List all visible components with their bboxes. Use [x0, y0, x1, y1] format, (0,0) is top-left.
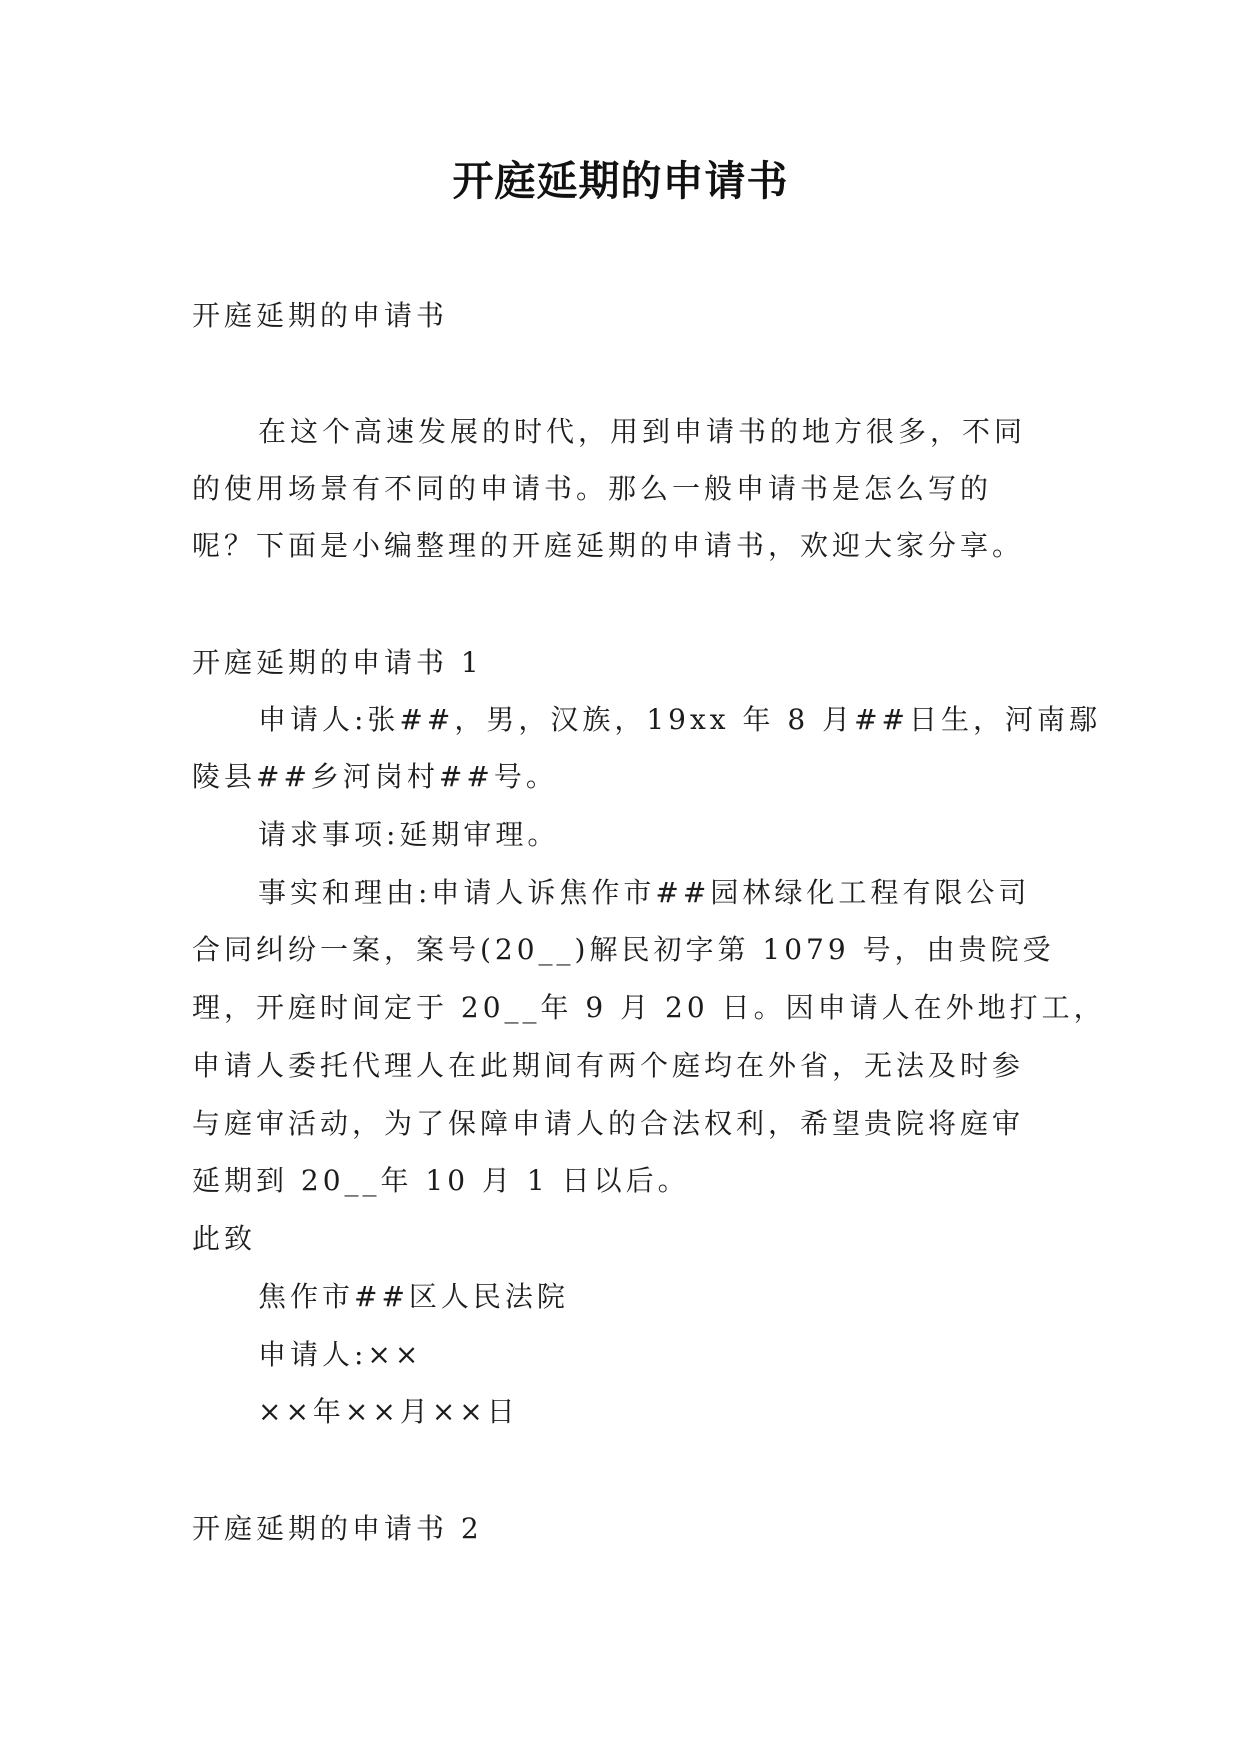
applicant-line-2: 陵县##乡河岗村##号。: [192, 760, 558, 793]
reason-line-3: 理，开庭时间定于 20__年 9 月 20 日。因申请人在外地打工，: [192, 991, 1106, 1024]
reason-line-4: 申请人委托代理人在此期间有两个庭均在外省，无法及时参: [192, 1049, 1025, 1082]
intro-line-2: 的使用场景有不同的申请书。那么一般申请书是怎么写的: [192, 472, 993, 505]
reason-line-2: 合同纠纷一案，案号(20__)解民初字第 1079 号，由贵院受: [192, 933, 1055, 966]
applicant-line-1: 申请人:张##，男，汉族，19xx 年 8 月##日生，河南鄢: [258, 703, 1102, 736]
date-line: ××年××月××日: [258, 1395, 519, 1428]
reason-line-5: 与庭审活动，为了保障申请人的合法权利，希望贵院将庭审: [192, 1107, 1025, 1140]
section1-heading: 开庭延期的申请书 1: [192, 646, 483, 679]
reason-line-1: 事实和理由:申请人诉焦作市##园林绿化工程有限公司: [258, 876, 1031, 909]
intro-line-3: 呢？下面是小编整理的开庭延期的申请书，欢迎大家分享。: [192, 529, 1025, 562]
closing-line: 此致: [192, 1222, 257, 1255]
reason-line-6: 延期到 20__年 10 月 1 日以后。: [192, 1164, 690, 1197]
court-name: 焦作市##区人民法院: [258, 1280, 569, 1313]
request-line: 请求事项:延期审理。: [258, 818, 560, 851]
signature-line: 申请人:××: [258, 1338, 423, 1371]
document-subtitle: 开庭延期的申请书: [192, 299, 449, 332]
intro-line-1: 在这个高速发展的时代，用到申请书的地方很多，不同: [258, 415, 1027, 448]
section2-heading: 开庭延期的申请书 2: [192, 1512, 483, 1545]
page-title: 开庭延期的申请书: [452, 157, 789, 205]
